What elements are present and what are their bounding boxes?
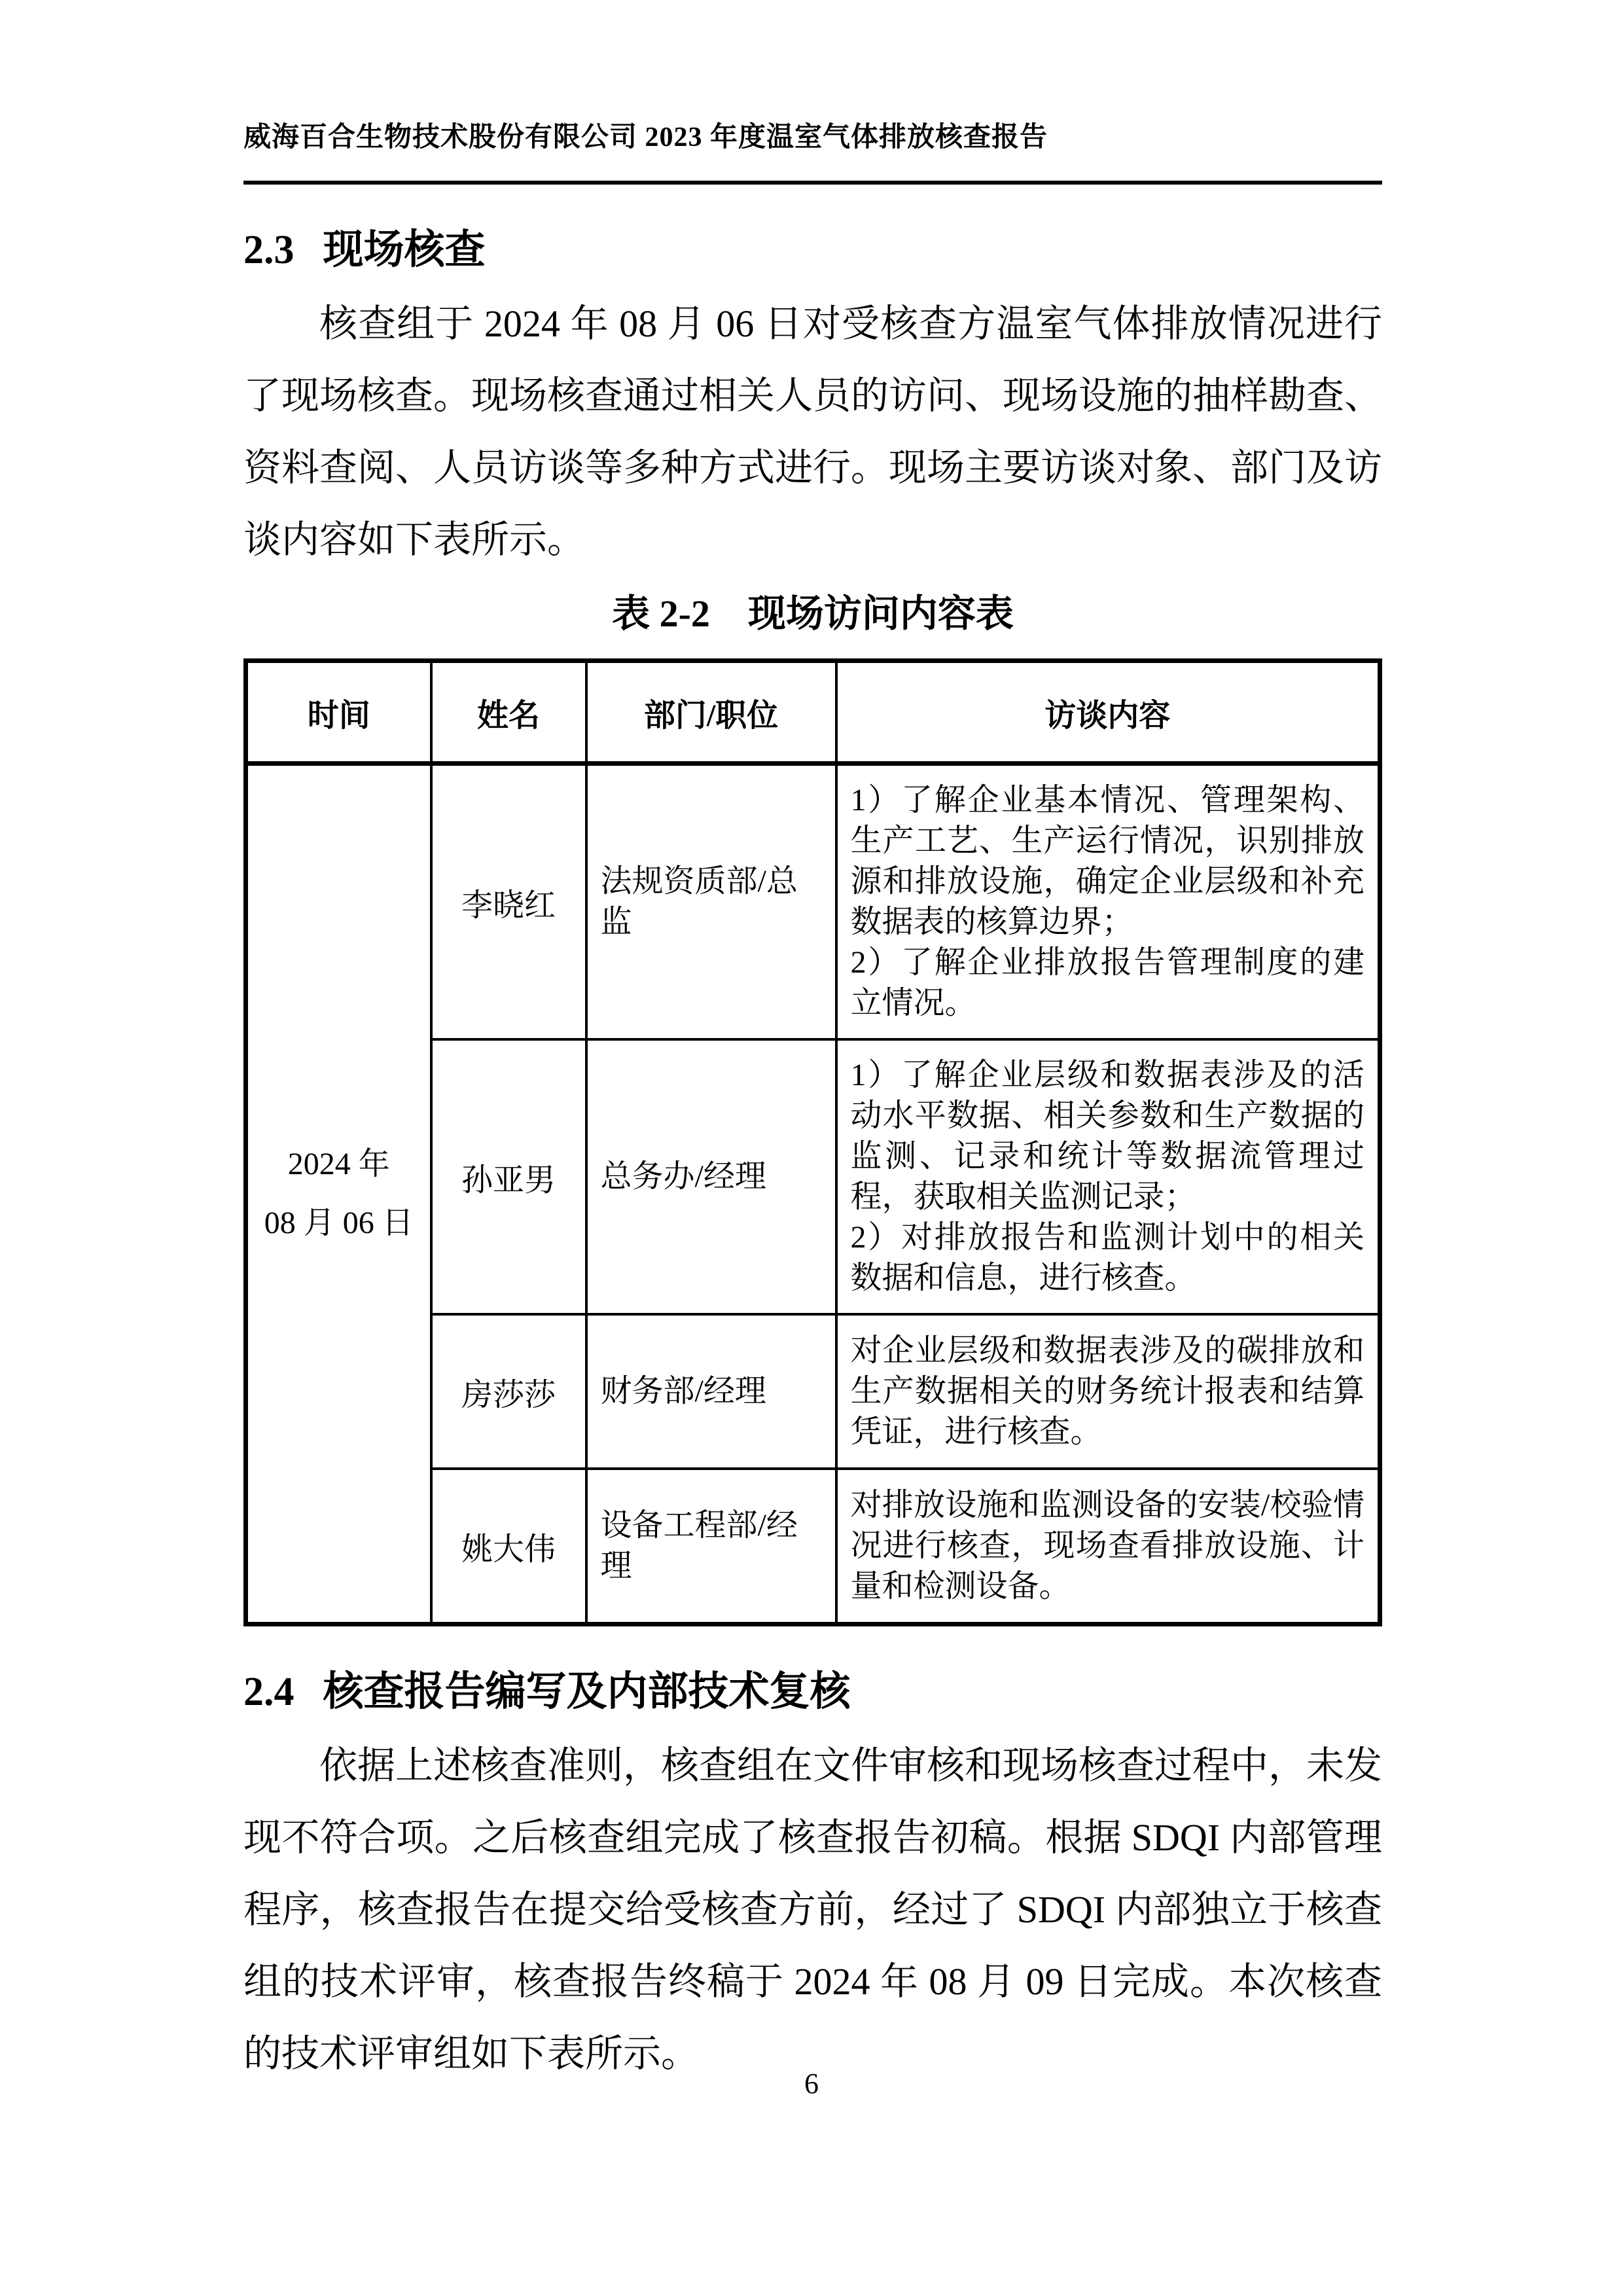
column-header-time: 时间 [246, 661, 431, 764]
table-header-row [246, 661, 1380, 764]
column-header-name: 姓名 [431, 661, 586, 764]
page-header [243, 120, 1382, 185]
content-line: 2）对排放报告和监测计划中的相关数据和信息，进行核查。 [850, 1220, 1364, 1295]
department-cell: 设备工程部/经理 [586, 1469, 836, 1624]
interview-table [243, 658, 1382, 1626]
content-line: 1）了解企业层级和数据表涉及的活动水平数据、相关参数和生产数据的监测、记录和统计等数据流管理过程，获取相关监测记录； [850, 1058, 1364, 1214]
column-header-department: 部门/职位 [586, 661, 836, 764]
department-cell: 法规资质部/总监 [586, 764, 836, 1040]
table-caption: 表 2-2 现场访问内容表 [612, 592, 1014, 635]
content-line: 2）了解企业排放报告管理制度的建立情况。 [850, 945, 1364, 1020]
page-content [243, 185, 1382, 2090]
section-2-4-paragraph: 依据上述核查准则，核查组在文件审核和现场核查过程中，未发现不符合项。之后核查组完成了核查报告初稿。根据 SDQI 内部管理程序，核查报告在提交给受核查方前，经过了 SDQI 内部独立于核查组的技术评审，核查报告终稿于 2024 年 08 月 09 日完成。本次核查的技术评审组如下表所示。 [243, 1744, 1383, 2075]
interviewee-name-cell: 姚大伟 [431, 1469, 586, 1624]
content-line: 对企业层级和数据表涉及的碳排放和生产数据相关的财务统计报表和结算凭证，进行核查。 [850, 1333, 1364, 1449]
table-row [246, 764, 1380, 1040]
time-line-2: 08 月 06 日 [264, 1206, 414, 1240]
interview-content-cell [836, 764, 1380, 1040]
section-2-3-heading [243, 226, 1382, 274]
page-header-text: 威海百合生物技术股份有限公司 2023 年度温室气体排放核查报告 [243, 122, 1048, 152]
interview-content-cell [836, 1469, 1380, 1624]
department-cell: 财务部/经理 [586, 1314, 836, 1469]
section-2-4-title: 核查报告编写及内部技术复核 [323, 1670, 851, 1714]
content-line: 对排放设施和监测设备的安装/校验情况进行核查，现场查看排放设施、计量和检测设备。 [850, 1488, 1364, 1604]
column-header-content: 访谈内容 [836, 661, 1380, 764]
content-line: 1）了解企业基本情况、管理架构、生产工艺、生产运行情况，识别排放源和排放设施，确定企业层级和补充数据表的核算边界； [850, 783, 1364, 939]
interviewee-name-cell: 房莎莎 [431, 1314, 586, 1469]
time-line-1: 2024 年 [287, 1147, 390, 1181]
section-2-4-heading [243, 1668, 1382, 1715]
time-cell [246, 764, 431, 1624]
department-cell: 总务办/经理 [586, 1039, 836, 1314]
interviewee-name-cell: 李晓红 [431, 764, 586, 1040]
interview-content-cell [836, 1039, 1380, 1314]
section-2-3-paragraph: 核查组于 2024 年 08 月 06 日对受核查方温室气体排放情况进行了现场核查。现场核查通过相关人员的访问、现场设施的抽样勘查、资料查阅、人员访谈等多种方式进行。现场主要访谈对象、部门及访谈内容如下表所示。 [243, 302, 1383, 561]
section-2-3-number: 2.3 [243, 228, 294, 272]
section-2-4-number: 2.4 [243, 1670, 294, 1714]
page-number: 6 [804, 2068, 819, 2100]
interviewee-name-cell: 孙亚男 [431, 1039, 586, 1314]
section-2-3-title: 现场核查 [323, 228, 486, 272]
interview-content-cell [836, 1314, 1380, 1469]
